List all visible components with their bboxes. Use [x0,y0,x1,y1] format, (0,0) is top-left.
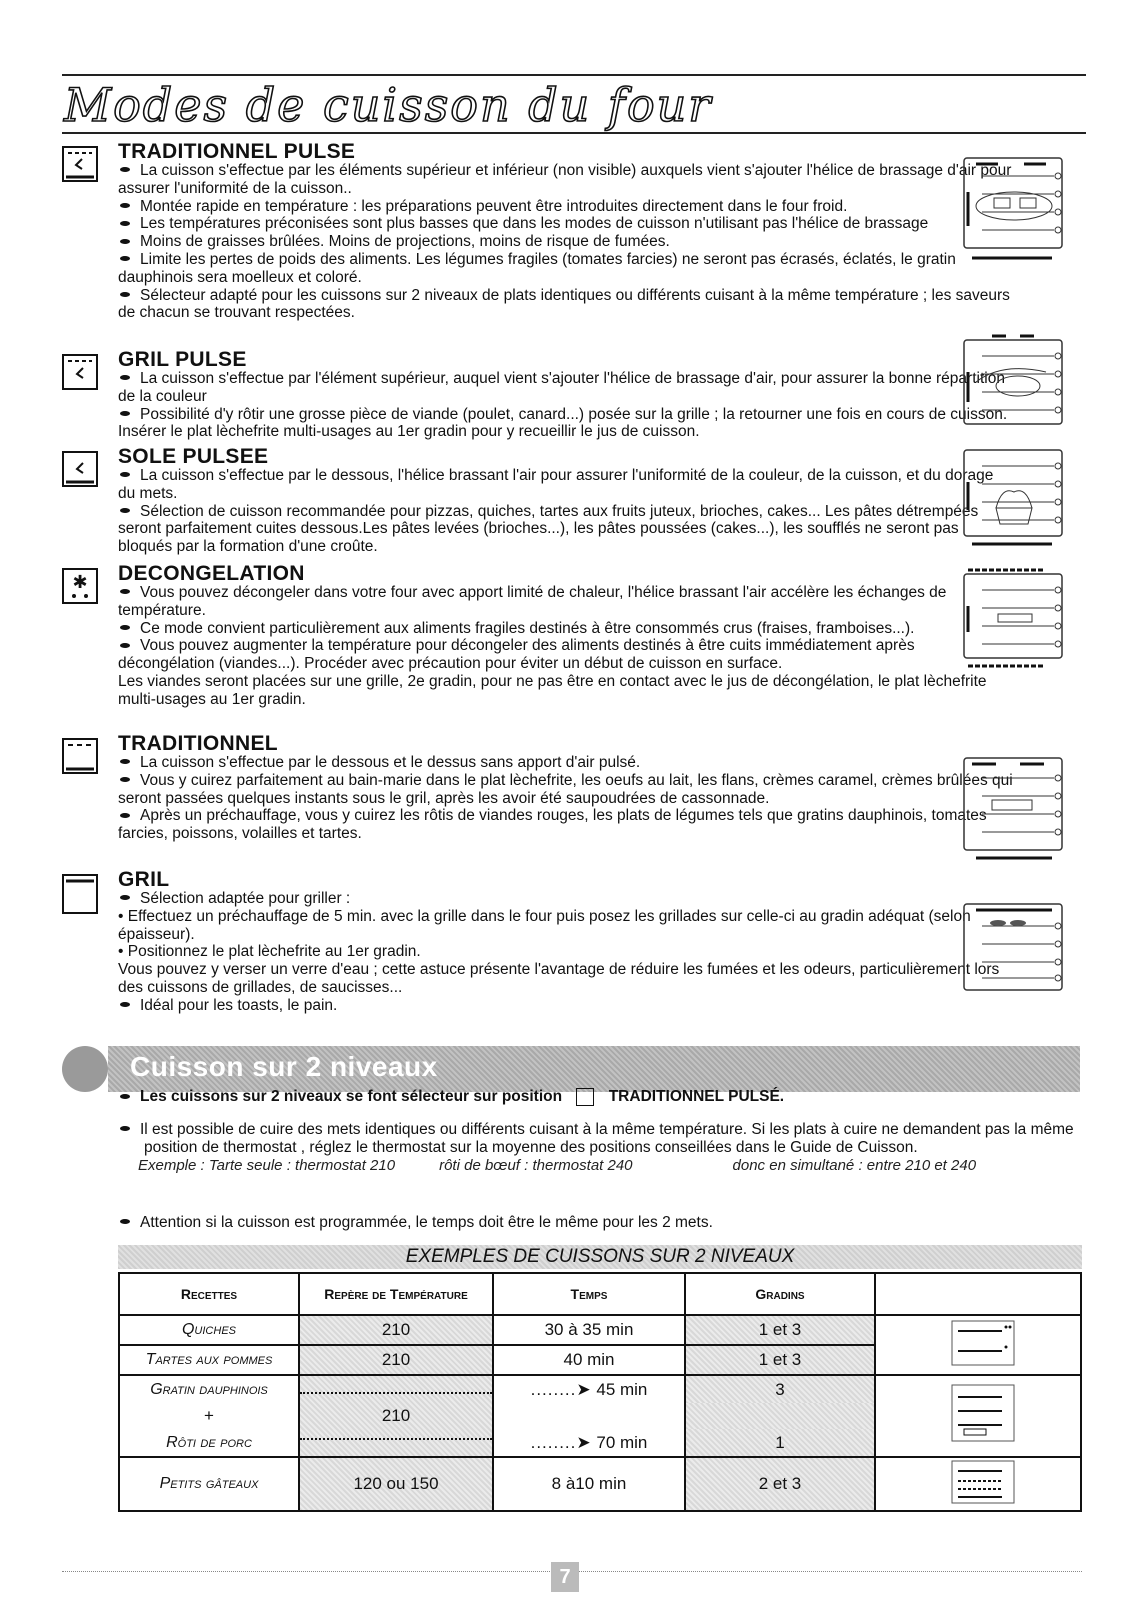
mode-description: La cuisson s'effectue par le dessous, l'hélice brassant l'air pour assurer l'uniformité de la couleur, de la cuisson, et du dorage du mets. Sélection de cuisson recommandée pour pizzas, quiches, tartes aux fruits juteux, brioches, cakes... Les pâtes détrempées seront parfaitement cuites dessous.Les pâtes levées (brioches...), les pâtes poussées (cakes...), les soufflés ne seront pas bloqués par la formation d'une croûte. [118,467,994,556]
oven-diagram-gril [962,902,1072,994]
page-title [62,74,1086,134]
banner-bar [108,1046,1080,1092]
page-title-text: Modes de cuisson du four [64,78,713,132]
two-levels-line1: Les cuissons sur 2 niveaux se font sélecteur sur position TRADITIONNEL PULSÉ. [118,1088,1078,1106]
table-title: EXEMPLES DE CUISSONS SUR 2 NIVEAUX [118,1245,1082,1269]
oven-diagram-decongelation [962,568,1072,668]
mode-description: La cuisson s'effectue par les éléments supérieur et inférieur (non visible) auxquels vient s'ajouter l'hélice de brassage d'air pour assurer l'uniformité de la cuisson.. Montée rapide en température : les préparations peuvent être introduites directement dans le four froid. Les températures préconisées sont plus basses que dans les modes de cuisson n'utilisant pas l'hélice de brassage Moins de graisses brûlées. Moins de projections, moins de risque de fumées. Limite les pertes de poids des aliments. Les légumes fragiles (tomates farcies) ne seront pas écrasés, éclatés, le gratin dauphinois sera moelleux et coloré. Sélecteur adapté pour les cuissons sur 2 niveaux de plats identiques ou différents cuisant à la même température ; les saveurs de chacun se trouvant respectées. [118,162,1012,322]
header-recipes: Recettes [119,1273,299,1315]
level-diagram [875,1457,1081,1511]
mode-description: La cuisson s'effectue par l'élément supérieur, auquel vient s'ajouter l'hélice de brassage d'air, pour assurer la bonne répartition de la couleur Possibilité d'y rôtir une grosse pièce de viande (poulet, canard...) posée sur la grille ; la retourner une fois en cours de cuisson. Insérer le plat lèchefrite multi-usages au 1er gradin pour y recueillir le jus de cuisson. [118,370,1008,441]
section-banner [62,1046,1080,1092]
recipes-table [118,1272,1082,1512]
fan-top-bottom-icon [62,146,98,182]
mode-description: Sélection adaptée pour griller : • Effectuez un préchauffage de 5 min. avec la grille dans le four puis posez les grillades sur celle-ci au gradin adéquat (selon épaisseur). • Positionnez le plat lèchefrite au 1er gradin. Vous pouvez y verser un verre d'eau ; cette astuce présente l'avantage de réduire les fumées et les odeurs, particulièrement lors des cuissons de grillades, de saucisses... Idéal pour les toasts, le pain. [118,890,1000,1014]
fan-bottom-icon [62,451,98,487]
svg-text:✱: ✱ [72,572,88,593]
snowflake-icon [62,568,98,604]
two-levels-line2: Il est possible de cuire des mets identiques ou différents cuisant à la même température. Si les plats à cuire ne demandent pas la même position de thermostat , réglez le thermostat sur la moyenne des positions conseillées dans le Guide de Cuisson. Exemple : Tarte seule : thermostat 210 rôti de bœuf : thermostat 240 donc en simultané : entre 210 et 240 [118,1121,1078,1175]
table-row: Tartes aux pommes 210 40 min 1 et 3 [119,1345,1081,1375]
header-temperature: Repère de Température [299,1273,493,1315]
table-row: + [119,1403,1081,1429]
oven-diagram-traditionnel [962,756,1072,864]
banner-title: Cuisson sur 2 niveaux [130,1051,438,1082]
fan-grill-icon [62,354,98,390]
mode-title: GRIL PULSE [118,348,247,371]
banner-disc [62,1046,108,1092]
table-row: Petits gâteaux 120 ou 150 8 à10 min 2 et 3 [119,1457,1081,1511]
header-levels: Gradins [685,1273,875,1315]
page-number: 7 [551,1562,579,1592]
oven-diagram-sole-pulsee [962,448,1072,548]
grill-icon [62,874,98,914]
header-diagram [875,1273,1081,1315]
table-row: Gratin dauphinois 210 ........➤ 45 min 3 [119,1375,1081,1403]
table-row: Quiches 210 30 à 35 min 1 et 3 [119,1315,1081,1345]
fan-top-bottom-icon [576,1088,594,1106]
oven-diagram-traditionnel-pulse [962,156,1072,260]
top-bottom-heat-icon [62,738,98,774]
two-levels-line3: Attention si la cuisson est programmée, le temps doit être le même pour les 2 mets. [118,1214,1078,1232]
mode-title: TRADITIONNEL [118,732,278,755]
mode-title: TRADITIONNEL PULSE [118,140,356,163]
mode-description: Vous pouvez décongeler dans votre four avec apport limité de chaleur, l'hélice brassant l'air accélère les échanges de température. Ce mode convient particulièrement aux aliments fragiles destinés à être consommés crus (fraises, framboises...). Vous pouvez augmenter la température pour décongeler des aliments destinés à être cuits immédiatement après décongélation (viandes...). Procéder avec précaution pour éviter un début de cuisson en surface. Les viandes seront placées sur une grille, 2e gradin, pour ne pas être en contact avec le jus de décongélation, le plat lèchefrite multi-usages au 1er gradin. [118,584,987,708]
table-row: Rôti de porc ........➤ 70 min 1 [119,1429,1081,1457]
table-header-row [119,1273,1081,1315]
level-diagram [875,1375,1081,1457]
oven-diagram-gril-pulse [962,332,1072,428]
mode-title: SOLE PULSEE [118,445,269,468]
header-time: Temps [493,1273,685,1315]
mode-description: La cuisson s'effectue par le dessous et le dessus sans apport d'air pulsé. Vous y cuirez parfaitement au bain-marie dans le plat lèchefrite, les oeufs au lait, les flans, crèmes caramel, crèmes brûlées qui seront passées quelques instants sous le gril, après les avoir été saupoudrées de cassonnade. Après un préchauffage, vous y cuirez les rôtis de viandes rouges, les plats de légumes tels que gratins dauphinois, tomates farcies, poissons, volailles et tartes. [118,754,1013,843]
mode-title: GRIL [118,868,170,891]
mode-title: DECONGELATION [118,562,305,585]
level-diagram [875,1315,1081,1375]
